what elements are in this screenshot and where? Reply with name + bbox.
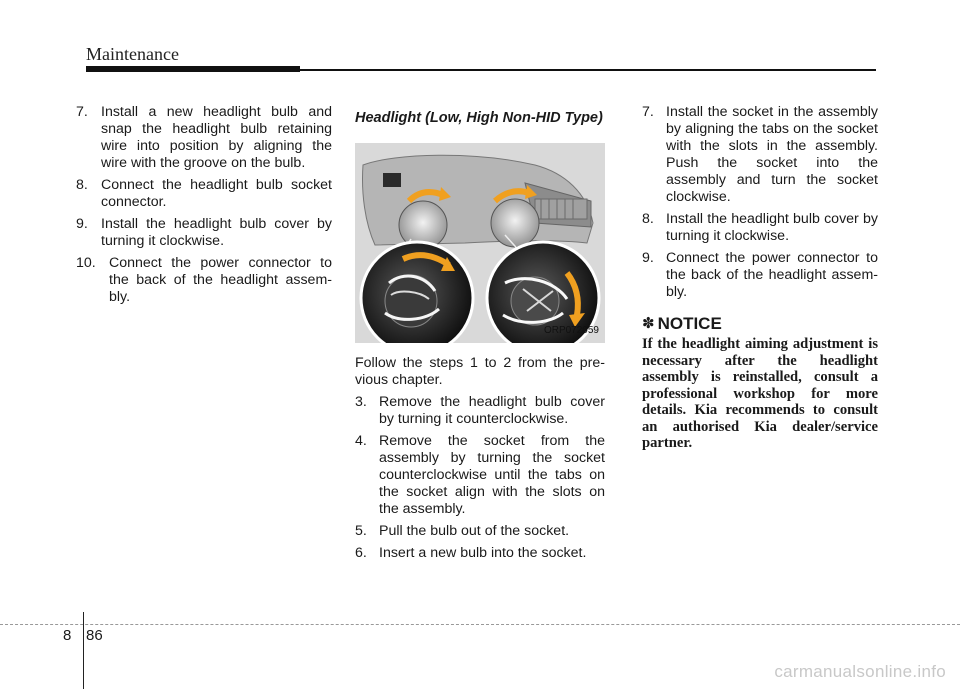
step-text: Install the socket in the assembly by aligning the tabs on the socket with the slots in the assembly. Push the socket into the assembly and turn the socket clockwise. xyxy=(666,104,878,205)
step-number: 6. xyxy=(355,545,367,561)
section-title: Headlight (Low, High Non-HID Type) xyxy=(355,110,603,126)
watermark: carmanualsonline.info xyxy=(774,662,946,681)
step-text: Connect the headlight bulb socket connector. xyxy=(101,177,332,210)
step-item xyxy=(76,255,332,306)
notice-title: NOTICE xyxy=(657,314,722,333)
footer-rule xyxy=(0,624,960,625)
step-item xyxy=(642,211,878,245)
step-number: 9. xyxy=(642,250,654,266)
step-text: Insert a new bulb into the socket. xyxy=(379,545,587,561)
figure-code: ORP072059 xyxy=(543,325,599,336)
step-item xyxy=(355,545,605,562)
step-text: Remove the headlight bulb cover by turning it counterclockwise. xyxy=(379,394,605,427)
step-number: 7. xyxy=(76,104,88,120)
right-column xyxy=(642,104,878,452)
page-number: 86 xyxy=(86,627,103,644)
step-number: 7. xyxy=(642,104,654,120)
step-number: 4. xyxy=(355,433,367,449)
step-text: Connect the power connector to the back of the headlight assem- bly. xyxy=(109,255,332,305)
chapter-number: 8 xyxy=(63,627,72,644)
step-item xyxy=(76,104,332,172)
middle-column xyxy=(355,110,605,567)
step-number: 8. xyxy=(642,211,654,227)
headlight-illustration xyxy=(355,143,605,343)
step-text: Install a new headlight bulb and snap the headlight bulb retaining wire into position by aligning the wire with the groove on the bulb. xyxy=(101,104,332,171)
notice-heading xyxy=(642,315,878,332)
step-item xyxy=(76,177,332,211)
header-title: Maintenance xyxy=(86,44,179,64)
step-item xyxy=(642,104,878,206)
step-number: 8. xyxy=(76,177,88,193)
footer-divider xyxy=(83,612,84,689)
header-rule-thick xyxy=(86,66,300,72)
step-text: Remove the socket from the assembly by turning the socket counterclockwise until the tabs on the socket align with the slots on the assembly. xyxy=(379,433,605,517)
step-number: 3. xyxy=(355,394,367,410)
step-number: 5. xyxy=(355,523,367,539)
notice-asterisk-icon: ✽ xyxy=(642,315,655,332)
step-item xyxy=(76,216,332,250)
step-item xyxy=(355,523,605,540)
step-item xyxy=(355,394,605,428)
step-text: Install the headlight bulb cover by turning it clockwise. xyxy=(101,216,332,249)
step-text: Install the headlight bulb cover by turning it clockwise. xyxy=(666,211,878,244)
header-rule-thin xyxy=(300,69,876,71)
intro-text: Follow the steps 1 to 2 from the pre- vious chapter. xyxy=(355,355,605,388)
notice-body: If the headlight aiming adjustment is necessary after the headlight assembly is reinstalled, consult a professional workshop for more details. Kia recommends to consult an authorised Kia dealer/service partner. xyxy=(642,336,878,451)
step-number: 10. xyxy=(76,255,96,271)
step-text: Connect the power connector to the back of the headlight assem- bly. xyxy=(666,250,878,300)
step-item xyxy=(355,433,605,518)
headlight-diagram xyxy=(355,143,605,343)
left-column xyxy=(76,104,332,311)
step-item xyxy=(642,250,878,301)
step-number: 9. xyxy=(76,216,88,232)
step-text: Pull the bulb out of the socket. xyxy=(379,523,570,539)
